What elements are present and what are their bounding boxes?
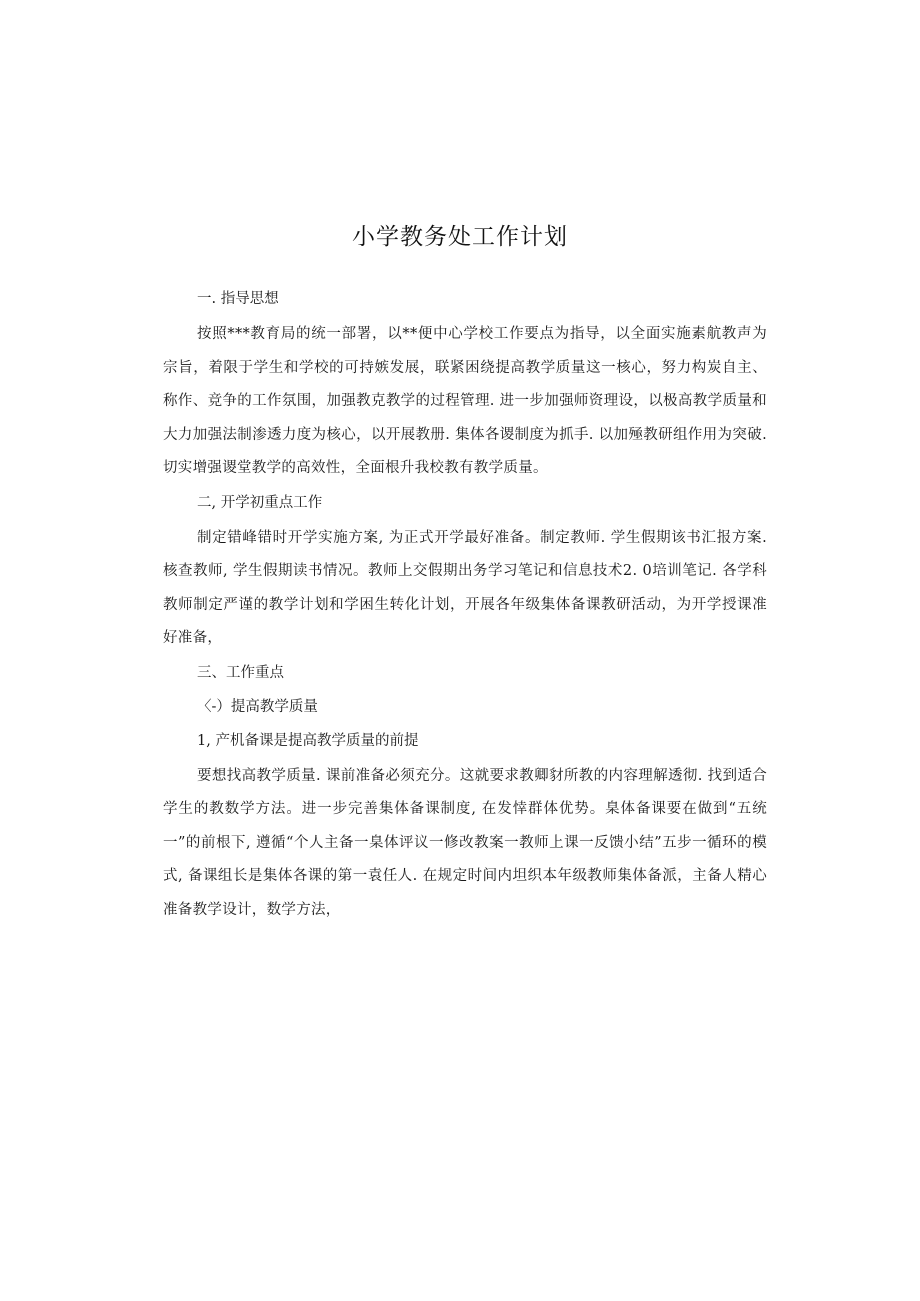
paragraph-opening-work: 制定错峰错时开学实施方案, 为正式开学最好准备。制定教师. 学生假期该书汇报方案. 核查教师, 学生假期读书情况。教师上交假期出务学习笔记和信息技术2. 0培训笔记. 各学科教师制定严谨的教学计划和学困生转化计划，开展各年级集体备课教研活动，为开学授课准好准备， bbox=[163, 529, 767, 646]
section-heading-opening-work: 二, 开学初重点工作 bbox=[197, 494, 323, 511]
section-heading-guiding-thought: 一. 指导思想 bbox=[197, 291, 279, 307]
document-body bbox=[163, 282, 767, 927]
subsection-heading-teaching-quality: 〈-）提高教学质量 bbox=[197, 698, 318, 715]
paragraph-lesson-prep: 要想找高教学质量. 课前准备必须充分。这就要求教卿豺所教的内容理解透彻. 找到适合学生的教数学方法。进一步完善集体备课制度, 在发悻群体优势。臬体备课要在做到“五统一”的前根下, 遵循“个人主备一臬体评议一修改教案一教师上课一反馈小结”五步一循环的模式, 备课组长是集体各课的第一袁任人. 在规定时间内坦织本年级教师集体备派，主备人精心准备教学设计，数学方法， bbox=[163, 767, 767, 918]
paragraph-guiding-thought: 按照***教育局的统一部署，以**便中心学校工作要点为指导，以全面实施素航教声为宗旨，着限于学生和学校的可持嫉发展，联紧困绕提高教学质量这一核心，努力构炭自主、称作、竞争的工作氛围，加强教克教学的过程管理. 进一步加强师资理设，以极高教学质量和大力加强法制渗透力度为核心，以开展教册. 集体各谡制度为抓手. 以加殛教研组作用为突破. 切实增强谡堂教学的高效性，全面根升我校教有教学质量。 bbox=[163, 326, 767, 476]
item-heading-lesson-prep: 1, 产机备课是提高教学质量的前提 bbox=[197, 732, 419, 749]
page-title: 小学教务处工作计划 bbox=[352, 224, 568, 250]
section-heading-work-focus: 三、工作重点 bbox=[197, 664, 284, 681]
